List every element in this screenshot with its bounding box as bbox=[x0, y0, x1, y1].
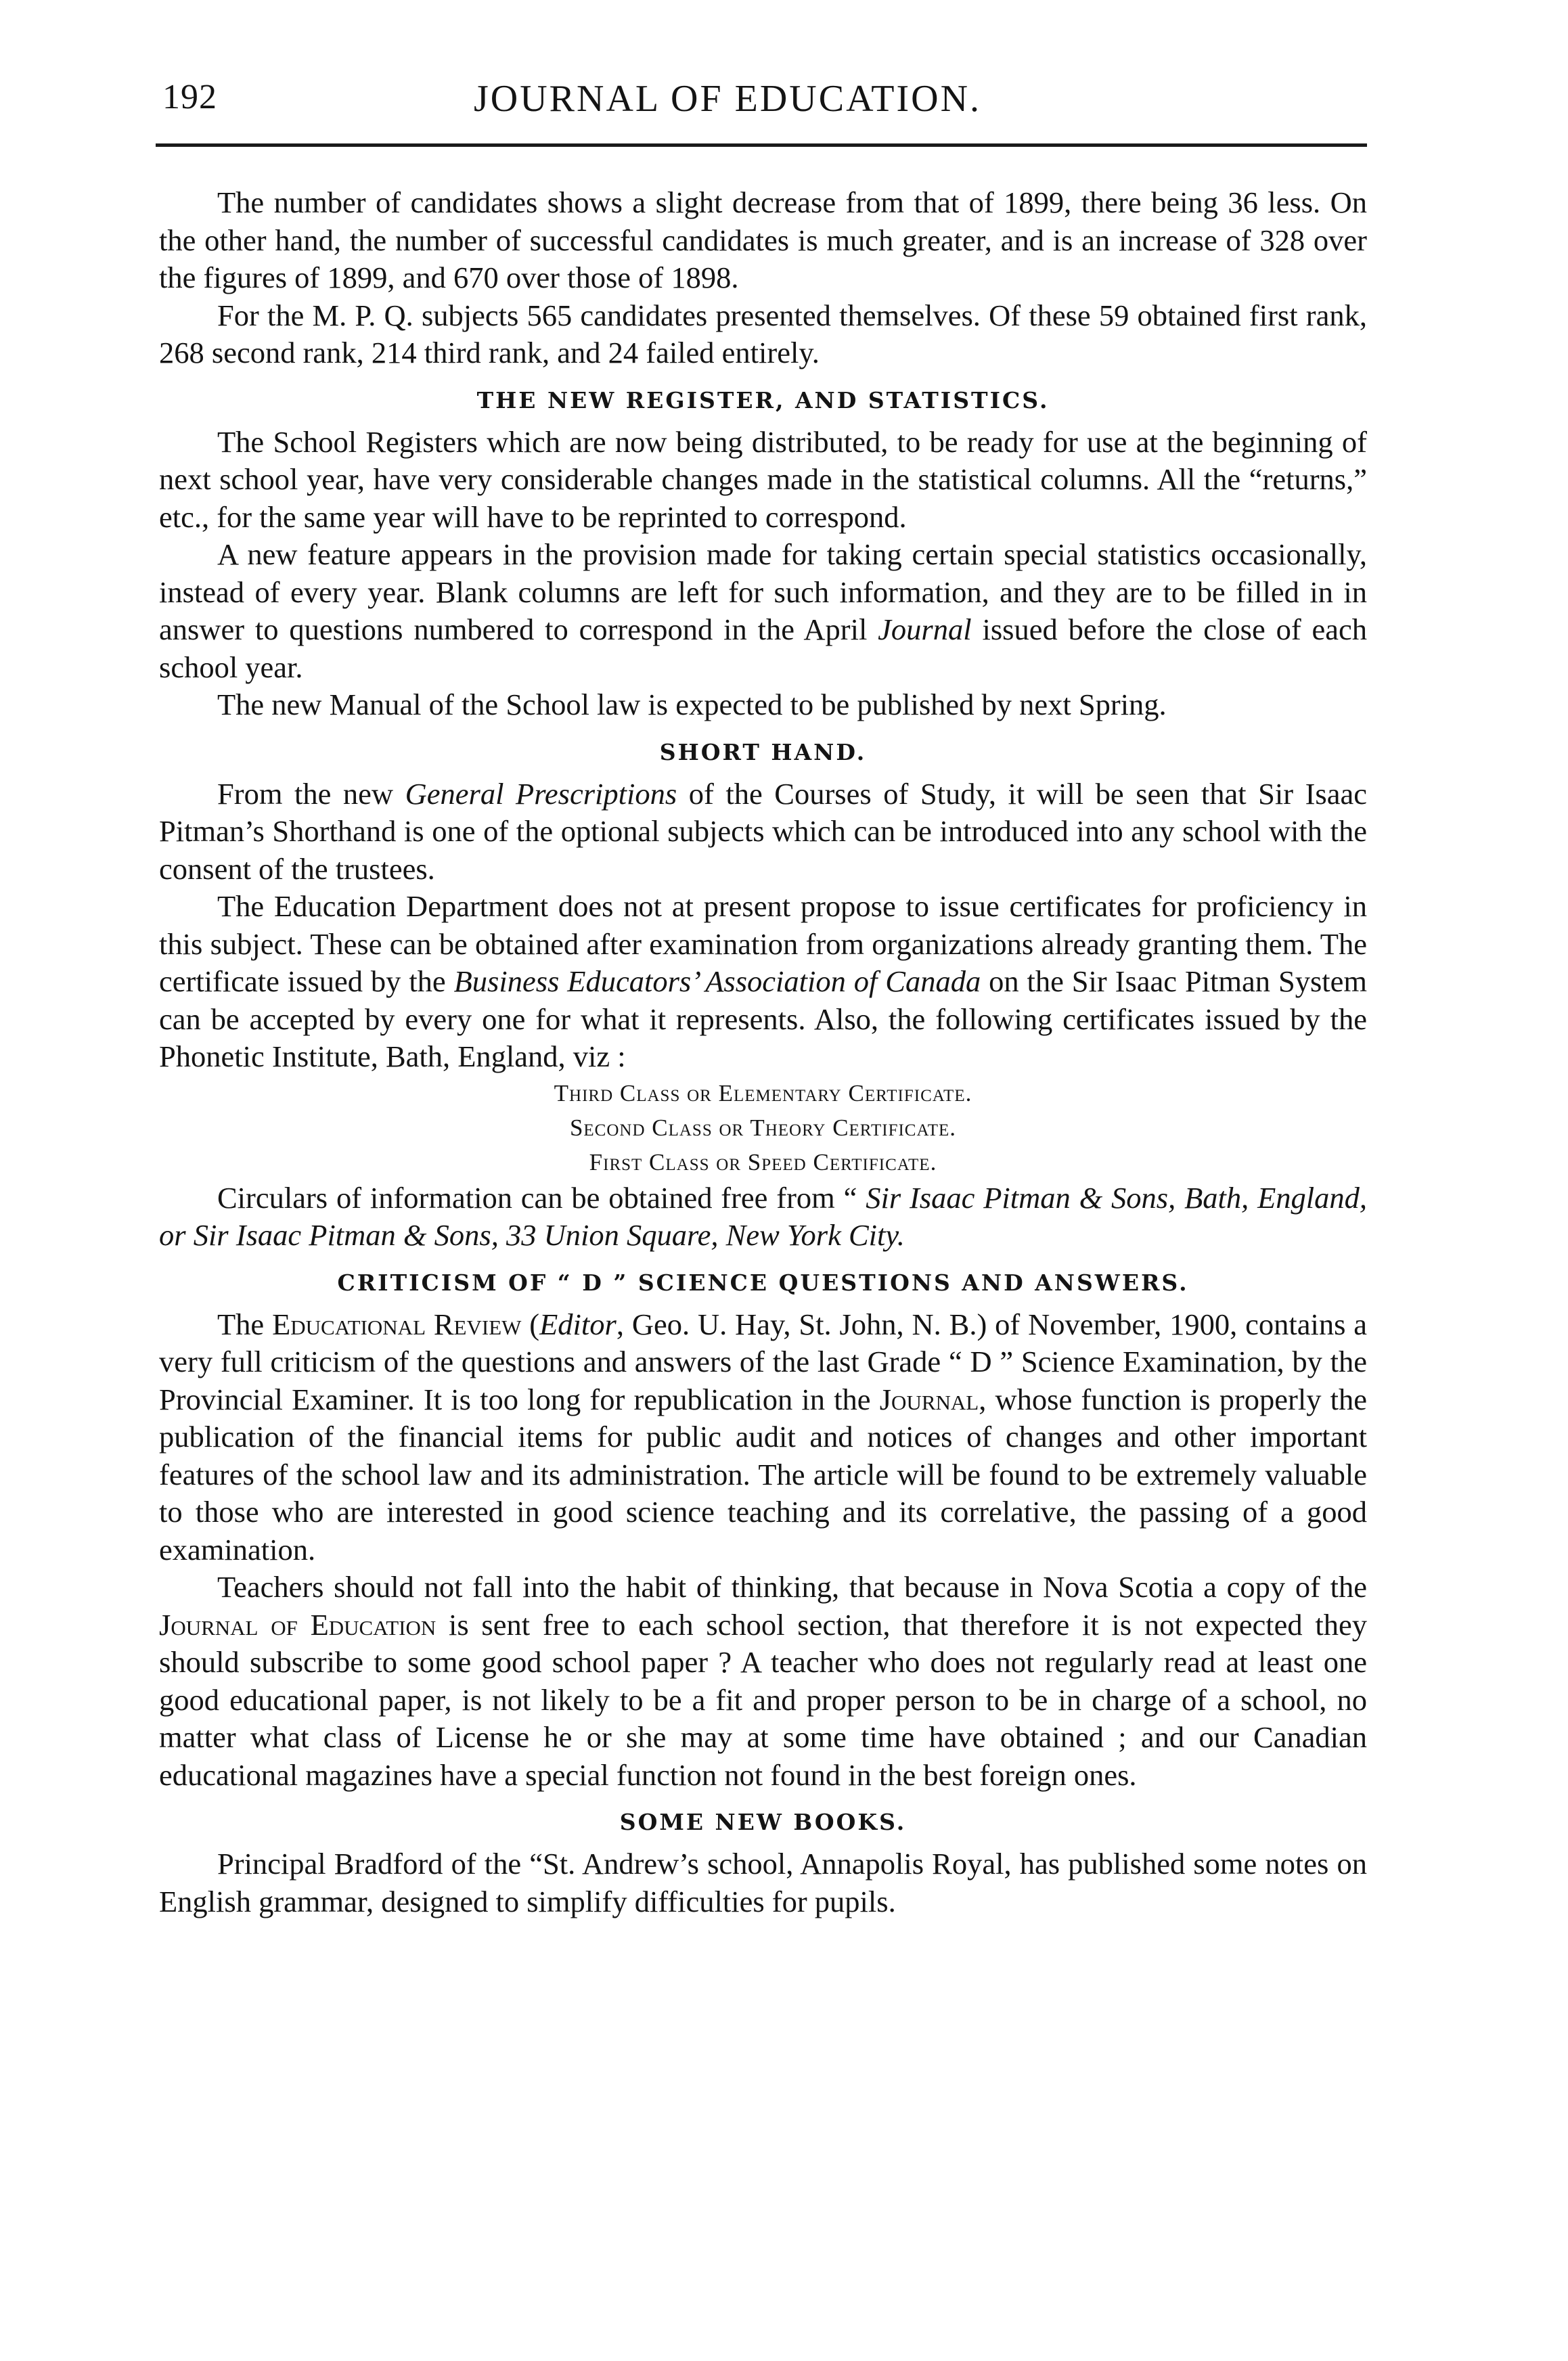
books-heading: SOME NEW BOOKS. bbox=[619, 1809, 907, 1835]
certificate-item: Third Class or Elementary Certificate. bbox=[554, 1079, 972, 1106]
page-number: 192 bbox=[162, 78, 217, 116]
educational-review-smallcaps: Educational Review bbox=[272, 1307, 522, 1341]
criticism-p1-text-c: , Geo. U. Hay, St. John, N. B.) of November, 1900, contains a very full criticism of the questions and answers of the last Grade “ D ” Science Examination, by the Provincial Examiner. It is too long for republication in the bbox=[159, 1307, 1368, 1416]
shorthand-paragraph-3 bbox=[159, 1179, 1367, 1255]
register-paragraph-2 bbox=[159, 536, 1367, 686]
business-educators-italic: Business Educators’ Association of Canada bbox=[453, 964, 981, 998]
intro-paragraph-1: The number of candidates shows a slight decrease from that of 1899, there being 36 less. On the other hand, the number of successful candidates is much greater, and is an increase of 328 over the figures of 1899, and 670 over those of 1898. bbox=[159, 185, 1367, 294]
page-header bbox=[162, 70, 1381, 131]
article-body bbox=[159, 184, 1367, 1920]
journal-smallcaps: Journal bbox=[879, 1382, 979, 1416]
pitman-address-italic: Sir Isaac Pitman & Sons, Bath, England, or Sir Isaac Pitman & Sons, 33 Union Square, New York City. bbox=[159, 1180, 1367, 1252]
shorthand-paragraph-1 bbox=[159, 775, 1367, 889]
journal-italic: Journal bbox=[878, 612, 972, 646]
register-paragraph-3: The new Manual of the School law is expected to be published by next Spring. bbox=[217, 688, 1167, 721]
certificate-item: First Class or Speed Certificate. bbox=[589, 1148, 937, 1175]
register-heading: THE NEW REGISTER, AND STATISTICS. bbox=[476, 386, 1050, 413]
criticism-p2-text-b: is sent free to each school section, that therefore it is not expected they should subscribe to some good school paper ? A teacher who does not regularly read at least one good educational paper, is not likely to be a fit and proper person to be in charge of a school, no matter what class of License he or she may at some time have obtained ; and our Canadian educational magazines have a special function not found in the best foreign ones. bbox=[159, 1607, 1367, 1792]
criticism-heading: CRITICISM OF “ D ” SCIENCE QUESTIONS AND ANSWERS. bbox=[337, 1269, 1189, 1296]
running-title: JOURNAL OF EDUCATION. bbox=[474, 78, 982, 120]
shorthand-p2-text-a: The Education Department does not at present propose to issue certificates for proficiency in this subject. These can be obtained after examination from organizations already granting them. The certificate issued by the bbox=[159, 889, 1367, 998]
certificate-item: Second Class or Theory Certificate. bbox=[569, 1114, 957, 1141]
register-p2-text-b: issued before the close of each school year. bbox=[159, 612, 1368, 684]
journal-of-education-smallcaps: Journal of Education bbox=[159, 1607, 436, 1642]
shorthand-paragraph-2 bbox=[159, 888, 1367, 1076]
editor-italic: Editor bbox=[539, 1307, 617, 1341]
header-rule bbox=[156, 143, 1367, 147]
criticism-p1-text-d: , whose function is properly the publication of the financial items for public audit and notices of changes and other important features of the school law and its administration. The article will be found to be extremely valuable to those who are interested in good science teaching and its correlative, the passing of a good examination. bbox=[159, 1382, 1367, 1567]
criticism-p1-text-a: The bbox=[217, 1307, 273, 1341]
criticism-paragraph-1 bbox=[159, 1306, 1367, 1569]
shorthand-p3-text-a: Circulars of information can be obtained free from “ bbox=[217, 1180, 866, 1215]
shorthand-p2-text-b: on the Sir Isaac Pitman System can be accepted by every one for what it represents. Also, the following certificates issued by the Phonetic Institute, Bath, England, viz : bbox=[159, 964, 1367, 1073]
criticism-p2-text-a: Teachers should not fall into the habit of thinking, that because in Nova Scotia a copy of the bbox=[217, 1570, 1367, 1604]
shorthand-heading: SHORT HAND. bbox=[659, 738, 867, 765]
criticism-paragraph-2 bbox=[159, 1569, 1367, 1794]
shorthand-p1-text-b: of the Courses of Study, it will be seen that Sir Isaac Pitman’s Shorthand is one of the optional subjects which can be introduced into any school with the consent of the trustees. bbox=[159, 776, 1368, 886]
books-paragraph-1: Principal Bradford of the “St. Andrew’s school, Annapolis Royal, has published some notes on English grammar, designed to simplify difficulties for pupils. bbox=[159, 1847, 1367, 1918]
criticism-p1-text-b: ( bbox=[521, 1307, 540, 1341]
shorthand-p1-text-a: From the new bbox=[217, 776, 405, 811]
certificate-list bbox=[159, 1076, 1367, 1179]
register-p2-text-a: A new feature appears in the provision made for taking certain special statistics occasionally, instead of every year. Blank columns are left for such information, and they are to be filled in in answer to questions numbered to correspond in the April bbox=[159, 537, 1367, 646]
intro-paragraph-2: For the M. P. Q. subjects 565 candidates presented themselves. Of these 59 obtained first rank, 268 second rank, 214 third rank, and 24 failed entirely. bbox=[159, 298, 1367, 369]
register-paragraph-1: The School Registers which are now being distributed, to be ready for use at the beginning of next school year, have very considerable changes made in the statistical columns. All the “returns,” etc., for the same year will have to be reprinted to correspond. bbox=[159, 424, 1367, 534]
general-prescriptions-italic: General Prescriptions bbox=[405, 776, 677, 811]
